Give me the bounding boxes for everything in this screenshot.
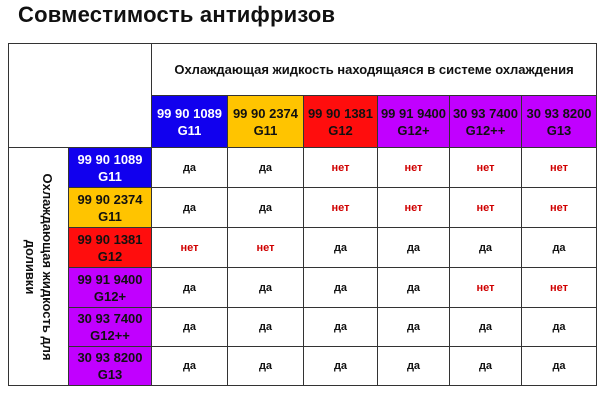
matrix-cell: да xyxy=(228,268,304,308)
column-header: 99 90 1089 G11 xyxy=(152,96,228,148)
row-header: 30 93 8200 G13 xyxy=(69,347,152,386)
matrix-cell: да xyxy=(228,148,304,188)
matrix-cell: да xyxy=(450,228,522,268)
column-header: 99 91 9400 G12+ xyxy=(378,96,450,148)
matrix-cell: да xyxy=(378,228,450,268)
table-row xyxy=(9,347,597,386)
matrix-cell: нет xyxy=(450,148,522,188)
table-row xyxy=(9,228,597,268)
matrix-cell: да xyxy=(522,228,597,268)
table-row xyxy=(9,148,597,188)
matrix-cell: да xyxy=(522,347,597,386)
table-row xyxy=(9,268,597,308)
matrix-cell: да xyxy=(152,188,228,228)
matrix-cell: нет xyxy=(450,188,522,228)
matrix-cell: да xyxy=(378,308,450,347)
matrix-cell: да xyxy=(450,347,522,386)
matrix-cell: да xyxy=(228,188,304,228)
column-header: 99 90 2374 G11 xyxy=(228,96,304,148)
matrix-cell: нет xyxy=(522,188,597,228)
matrix-cell: нет xyxy=(378,188,450,228)
matrix-cell: да xyxy=(450,308,522,347)
row-group-label: Охлаждающая жидкость для доливки xyxy=(9,148,69,386)
matrix-cell: да xyxy=(522,308,597,347)
matrix-cell: да xyxy=(304,308,378,347)
matrix-cell: да xyxy=(152,148,228,188)
matrix-cell: да xyxy=(304,228,378,268)
table-row xyxy=(9,188,597,228)
matrix-cell: нет xyxy=(522,268,597,308)
row-header: 30 93 7400 G12++ xyxy=(69,308,152,347)
matrix-cell: да xyxy=(152,347,228,386)
matrix-cell: нет xyxy=(450,268,522,308)
column-group-label: Охлаждающая жидкость находящаяся в системе охлаждения xyxy=(152,44,597,96)
matrix-cell: нет xyxy=(304,148,378,188)
column-header: 99 90 1381 G12 xyxy=(304,96,378,148)
row-header: 99 90 1089 G11 xyxy=(69,148,152,188)
column-header: 30 93 8200 G13 xyxy=(522,96,597,148)
matrix-cell: да xyxy=(378,347,450,386)
matrix-cell: нет xyxy=(228,228,304,268)
compatibility-table xyxy=(8,43,597,386)
matrix-cell: да xyxy=(304,268,378,308)
matrix-cell: да xyxy=(228,308,304,347)
matrix-cell: да xyxy=(304,347,378,386)
matrix-cell: нет xyxy=(378,148,450,188)
row-header: 99 90 2374 G11 xyxy=(69,188,152,228)
matrix-cell: да xyxy=(228,347,304,386)
page-title: Совместимость антифризов xyxy=(18,2,336,27)
matrix-cell: да xyxy=(378,268,450,308)
column-header: 30 93 7400 G12++ xyxy=(450,96,522,148)
matrix-cell: да xyxy=(152,268,228,308)
table-corner xyxy=(9,44,152,148)
row-header: 99 90 1381 G12 xyxy=(69,228,152,268)
matrix-cell: да xyxy=(152,308,228,347)
matrix-cell: нет xyxy=(304,188,378,228)
matrix-cell: нет xyxy=(522,148,597,188)
matrix-cell: нет xyxy=(152,228,228,268)
row-header: 99 91 9400 G12+ xyxy=(69,268,152,308)
table-row xyxy=(9,308,597,347)
